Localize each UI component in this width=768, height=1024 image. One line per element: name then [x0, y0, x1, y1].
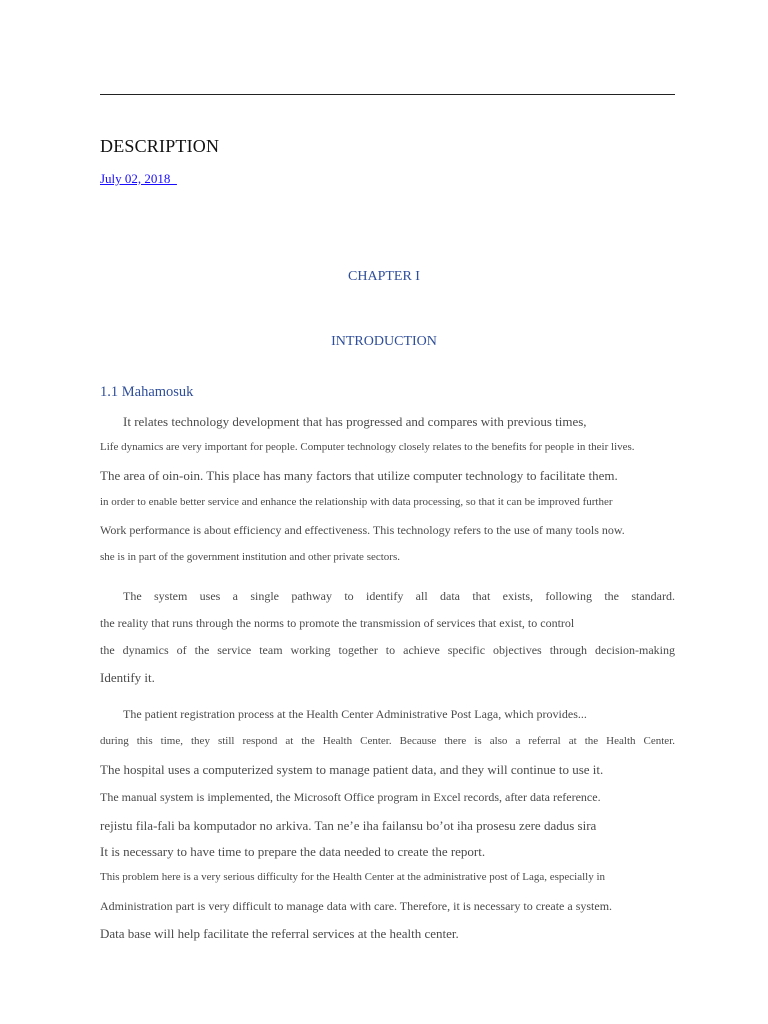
- section-title: 1.1 Mahamosuk: [100, 384, 194, 400]
- paragraph-line: The area of oin-oin. This place has many factors that utilize computer technology to facilitate them.: [100, 468, 618, 483]
- introduction-heading: INTRODUCTION: [331, 334, 437, 349]
- paragraph-line: the dynamics of the service team working together to achieve specific objectives through decision-making: [100, 643, 675, 657]
- paragraph-line: the reality that runs through the norms to promote the transmission of services that exist, to control: [100, 616, 575, 630]
- paragraph-line: Life dynamics are very important for people. Computer technology closely relates to the benefits for people in their lives.: [100, 441, 635, 453]
- date-link[interactable]: July 02, 2018: [100, 171, 177, 186]
- paragraph-line: It relates technology development that has progressed and compares with previous times,: [123, 414, 587, 429]
- header-divider: [100, 94, 675, 95]
- paragraph-line: The manual system is implemented, the Microsoft Office program in Excel records, after data reference.: [100, 790, 601, 804]
- paragraph-line: Identify it.: [100, 670, 155, 685]
- paragraph-line: in order to enable better service and enhance the relationship with data processing, so that it can be improved further: [100, 496, 613, 508]
- paragraph-line: The patient registration process at the Health Center Administrative Post Laga, which provides...: [123, 707, 587, 721]
- document-title: DESCRIPTION: [100, 136, 220, 156]
- paragraph-line: she is in part of the government institution and other private sectors.: [100, 551, 400, 563]
- paragraph-line: rejistu fila-fali ba komputador no arkiva. Tan ne’e iha failansu bo’ot iha prosesu zere dadus sira: [100, 818, 597, 833]
- paragraph-line: The hospital uses a computerized system to manage patient data, and they will continue to use it.: [100, 762, 604, 777]
- paragraph-line: during this time, they still respond at the Health Center. Because there is also a referral at the Health Center.: [100, 735, 675, 747]
- paragraph-line: Data base will help facilitate the referral services at the health center.: [100, 926, 459, 941]
- paragraph-line: The system uses a single pathway to identify all data that exists, following the standard.: [123, 589, 675, 603]
- chapter-heading: CHAPTER I: [348, 269, 420, 284]
- paragraph-line: It is necessary to have time to prepare the data needed to create the report.: [100, 844, 486, 859]
- paragraph-line: Work performance is about efficiency and effectiveness. This technology refers to the use of many tools now.: [100, 523, 625, 537]
- paragraph-line: Administration part is very difficult to manage data with care. Therefore, it is necessary to create a system.: [100, 899, 613, 913]
- paragraph-line: This problem here is a very serious difficulty for the Health Center at the administrative post of Laga, especially in: [100, 871, 606, 883]
